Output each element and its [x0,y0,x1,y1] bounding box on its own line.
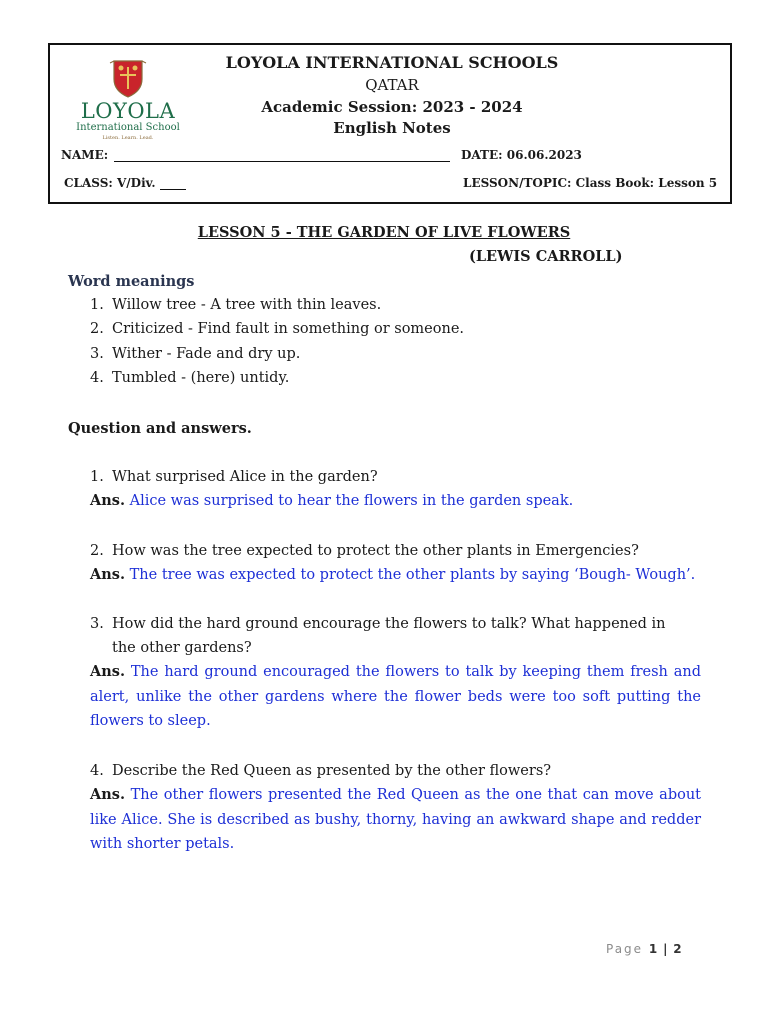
question [90,539,710,563]
qa-heading: Question and answers. [68,420,252,437]
name-field [61,148,450,162]
question-text: Describe the Red Queen as presented by the other flowers? [112,763,552,779]
name-blank [114,149,450,162]
answer [90,489,701,514]
list-number: 4. [90,370,104,386]
page-current: 1 [648,942,658,956]
list-item [90,297,381,313]
question-text: What surprised Alice in the garden? [112,469,378,485]
name-label: NAME: [61,148,109,162]
list-item [90,346,300,362]
word-meanings-heading: Word meanings [68,273,195,290]
question-number: 3. [90,616,104,632]
page-separator: | [663,942,668,956]
date-field: DATE: 06.06.2023 [461,148,582,162]
header-box [48,43,732,204]
answer-label: Ans. [90,786,126,803]
answer-text: Alice was surprised to hear the flowers in the garden speak. [129,493,574,509]
division-blank [160,177,186,190]
list-number: 2. [90,321,104,337]
answer-text: The other flowers presented the Red Queen as the one that can move about like Alice. She is described as bushy, thorny, having an awkward shape and redder with shorter petals. [90,787,701,852]
page-total: 2 [673,942,682,956]
country: QATAR [365,76,419,94]
lesson-topic-field: LESSON/TOPIC: Class Book: Lesson 5 [463,176,718,190]
answer [90,783,701,857]
lesson-author: (LEWIS CARROLL) [469,248,623,265]
list-item [90,321,464,337]
page-number [606,942,682,956]
answer-text: The hard ground encouraged the flowers to talk by keeping them fresh and alert, unlike the other gardens where the flower beds were too soft putting the flowers to sleep. [90,664,701,729]
page-word: Page [606,942,644,956]
list-number: 1. [90,297,104,313]
question [90,759,710,783]
word-meaning-text: Wither - Fade and dry up. [112,346,301,362]
answer-label: Ans. [90,663,126,680]
word-meaning-text: Criticized - Find fault in something or someone. [112,321,465,337]
answer-text: The tree was expected to protect the other plants by saying ‘Bough- Wough’. [129,567,696,583]
question-number: 1. [90,469,104,485]
class-field [64,176,186,190]
logo-tagline: Listen. Learn. Lead. [102,135,154,141]
question [90,465,710,489]
lesson-title: LESSON 5 - THE GARDEN OF LIVE FLOWERS [197,224,571,241]
list-number: 3. [90,346,104,362]
question-number: 2. [90,543,104,559]
question-text: How did the hard ground encourage the flowers to talk? What happened in [112,616,666,632]
question-number: 4. [90,763,104,779]
answer-label: Ans. [90,492,126,509]
subject-title: English Notes [333,119,451,137]
school-name: LOYOLA INTERNATIONAL SCHOOLS [225,53,559,72]
word-meaning-text: Willow tree - A tree with thin leaves. [112,297,382,313]
question-text: How was the tree expected to protect the other plants in Emergencies? [112,543,639,559]
answer [90,660,701,734]
academic-session: Academic Session: 2023 - 2024 [261,98,523,116]
logo-subtitle: International School [76,122,180,133]
question [90,612,710,660]
answer-label: Ans. [90,566,126,583]
question-continuation: the other gardens? [112,640,252,656]
logo-word: LOYOLA [80,99,176,123]
list-item [90,370,289,386]
answer [90,563,701,588]
word-meaning-text: Tumbled - (here) untidy. [112,370,290,386]
class-label: CLASS: V/Div. [64,176,156,190]
